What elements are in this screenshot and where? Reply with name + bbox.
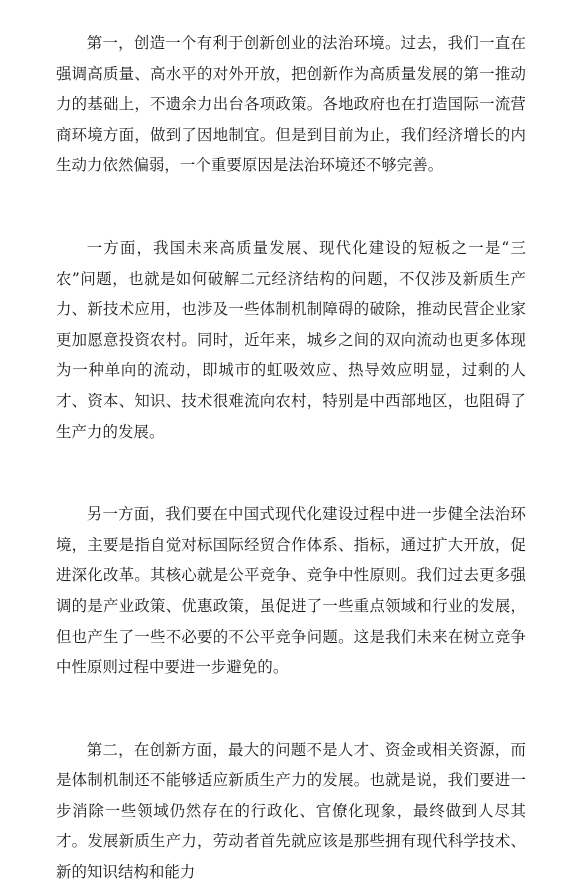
paragraph-4: 第二，在创新方面，最大的问题不是人才、资金或相关资源，而是体制机制还不能够适应新质生产力的发展。也就是说，我们要进一步消除一些领域仍然存在的行政化、官僚化现象，最终做到人尽其才。发展新质生产力，劳动者首先就应该是那些拥有现代科学技术、新的知识结构和能力 [56,740,526,882]
paragraph-2: 一方面，我国未来高质量发展、现代化建设的短板之一是“三农”问题，也就是如何破解二元经济结构的问题，不仅涉及新质生产力、新技术应用，也涉及一些体制机制障碍的破除，推动民营企业家更加愿意投资农村。同时，近年来，城乡之间的双向流动也更多体现为一种单向的流动，即城市的虹吸效应、热导效应明显，过剩的人才、资本、知识、技术很难流向农村，特别是中西部地区，也阻碍了生产力的发展。 [56,238,526,441]
paragraph-3: 另一方面，我们要在中国式现代化建设过程中进一步健全法治环境，主要是指自觉对标国际经贸合作体系、指标，通过扩大开放，促进深化改革。其核心就是公平竞争、竞争中性原则。我们过去更多强调的是产业政策、优惠政策，虽促进了一些重点领域和行业的发展，但也产生了一些不必要的不公平竞争问题。这是我们未来在树立竞争中性原则过程中要进一步避免的。 [56,505,526,677]
paragraph-1: 第一，创造一个有利于创新创业的法治环境。过去，我们一直在强调高质量、高水平的对外开放，把创新作为高质量发展的第一推动力的基础上，不遗余力出台各项政策。各地政府也在打造国际一流营商环境方面，做到了因地制宜。但是到目前为止，我们经济增长的内生动力依然偏弱，一个重要原因是法治环境还不够完善。 [56,34,526,175]
